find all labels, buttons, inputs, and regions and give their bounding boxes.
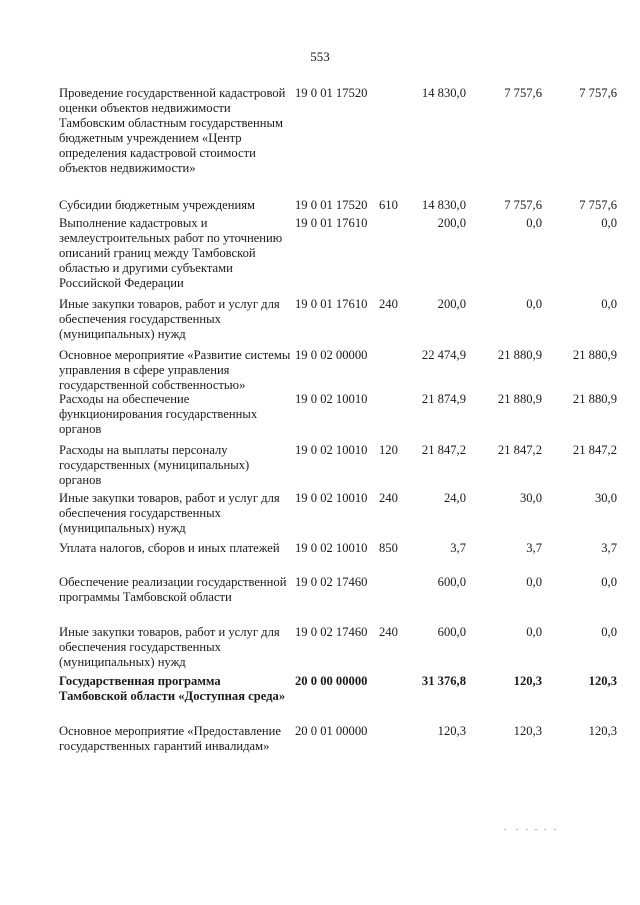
row-sum-year-2: 0,0 <box>526 216 542 230</box>
row-name: Иные закупки товаров, работ и услуг для обеспечения государственных (муниципальных) нужд <box>59 297 280 341</box>
table-row <box>59 674 619 704</box>
row-sum-year-2: 0,0 <box>526 575 542 589</box>
scan-speck <box>526 829 528 830</box>
row-sum-year-2: 7 757,6 <box>504 198 542 212</box>
row-sum-year-1: 21 874,9 <box>421 392 466 406</box>
table-row <box>59 491 619 536</box>
row-sum-year-2: 120,3 <box>513 674 542 688</box>
row-code: 19 0 02 17460 <box>295 575 368 589</box>
row-sum-year-3: 21 847,2 <box>572 443 617 457</box>
row-sum-year-3: 0,0 <box>601 297 617 311</box>
row-sum-year-2: 7 757,6 <box>504 86 542 100</box>
row-sum-year-3: 3,7 <box>601 541 617 555</box>
row-code: 19 0 02 10010 <box>295 541 368 555</box>
row-sum-year-1: 24,0 <box>443 491 466 505</box>
row-name: Расходы на выплаты персоналу государственных (муниципальных) органов <box>59 443 250 487</box>
row-code: 19 0 01 17610 <box>295 297 368 311</box>
row-sum-year-3: 120,3 <box>588 724 617 738</box>
table-row <box>59 724 619 754</box>
row-sum-year-3: 0,0 <box>601 625 617 639</box>
row-sum-year-3: 120,3 <box>588 674 617 688</box>
row-sum-year-1: 22 474,9 <box>421 348 466 362</box>
row-name: Уплата налогов, сборов и иных платежей <box>59 541 280 555</box>
scan-artifact <box>504 826 564 834</box>
row-expense-type: 240 <box>379 625 398 639</box>
page-number: 553 <box>310 49 330 64</box>
row-sum-year-2: 0,0 <box>526 297 542 311</box>
scan-speck <box>516 829 518 830</box>
row-expense-type: 240 <box>379 297 398 311</box>
row-name: Выполнение кадастровых и землеустроительных работ по уточнению описаний границ между Тамбовской областью и другими субъектами Российской Федерации <box>59 216 283 290</box>
row-sum-year-2: 21 847,2 <box>497 443 542 457</box>
row-name: Основное мероприятие «Предоставление государственных гарантий инвалидам» <box>59 724 281 753</box>
row-sum-year-1: 31 376,8 <box>421 674 466 688</box>
row-sum-year-3: 21 880,9 <box>572 348 617 362</box>
row-code: 20 0 00 00000 <box>295 674 368 688</box>
row-sum-year-2: 30,0 <box>519 491 542 505</box>
table-row <box>59 625 619 670</box>
table-row <box>59 216 619 291</box>
row-sum-year-1: 200,0 <box>437 216 466 230</box>
row-sum-year-3: 0,0 <box>601 575 617 589</box>
row-name: Иные закупки товаров, работ и услуг для обеспечения государственных (муниципальных) нужд <box>59 625 280 669</box>
row-sum-year-3: 0,0 <box>601 216 617 230</box>
row-name: Основное мероприятие «Развитие системы управления в сфере управления государственной собственностью» <box>59 348 291 392</box>
row-code: 19 0 02 10010 <box>295 392 368 406</box>
row-sum-year-3: 21 880,9 <box>572 392 617 406</box>
row-sum-year-3: 30,0 <box>594 491 617 505</box>
row-name: Расходы на обеспечение функционирования государственных органов <box>59 392 258 436</box>
row-sum-year-3: 7 757,6 <box>579 86 617 100</box>
row-code: 19 0 01 17520 <box>295 198 368 212</box>
table-row <box>59 541 619 556</box>
row-code: 19 0 02 17460 <box>295 625 368 639</box>
row-expense-type: 240 <box>379 491 398 505</box>
row-code: 19 0 02 10010 <box>295 491 368 505</box>
row-sum-year-1: 200,0 <box>437 297 466 311</box>
row-sum-year-2: 21 880,9 <box>497 392 542 406</box>
scan-speck <box>535 829 537 830</box>
row-sum-year-3: 7 757,6 <box>579 198 617 212</box>
scan-speck <box>554 829 556 830</box>
table-row <box>59 86 619 176</box>
table-row <box>59 348 619 393</box>
row-sum-year-1: 600,0 <box>437 625 466 639</box>
row-expense-type: 120 <box>379 443 398 457</box>
scan-speck <box>544 829 546 830</box>
table-row <box>59 392 619 437</box>
row-expense-type: 850 <box>379 541 398 555</box>
row-sum-year-1: 3,7 <box>450 541 466 555</box>
row-name: Иные закупки товаров, работ и услуг для обеспечения государственных (муниципальных) нужд <box>59 491 280 535</box>
table-row <box>59 443 619 488</box>
row-sum-year-1: 120,3 <box>437 724 466 738</box>
row-name: Государственная программа Тамбовской области «Доступная среда» <box>59 674 286 703</box>
scan-speck <box>504 829 506 830</box>
row-code: 19 0 02 00000 <box>295 348 368 362</box>
table-row <box>59 198 619 213</box>
row-name: Проведение государственной кадастровой оценки объектов недвижимости Тамбовским областным государственным бюджетным учреждением «Центр определения кадастровой стоимости объектов недвижимости» <box>59 86 286 175</box>
row-sum-year-2: 21 880,9 <box>497 348 542 362</box>
row-sum-year-2: 3,7 <box>526 541 542 555</box>
row-sum-year-2: 0,0 <box>526 625 542 639</box>
row-code: 20 0 01 00000 <box>295 724 368 738</box>
row-expense-type: 610 <box>379 198 398 212</box>
table-row <box>59 297 619 342</box>
row-code: 19 0 02 10010 <box>295 443 368 457</box>
row-code: 19 0 01 17610 <box>295 216 368 230</box>
row-sum-year-1: 21 847,2 <box>421 443 466 457</box>
row-name: Субсидии бюджетным учреждениям <box>59 198 255 212</box>
row-sum-year-2: 120,3 <box>513 724 542 738</box>
row-code: 19 0 01 17520 <box>295 86 368 100</box>
row-sum-year-1: 14 830,0 <box>421 86 466 100</box>
row-name: Обеспечение реализации государственной программы Тамбовской области <box>59 575 287 604</box>
row-sum-year-1: 600,0 <box>437 575 466 589</box>
table-row <box>59 575 619 605</box>
row-sum-year-1: 14 830,0 <box>421 198 466 212</box>
